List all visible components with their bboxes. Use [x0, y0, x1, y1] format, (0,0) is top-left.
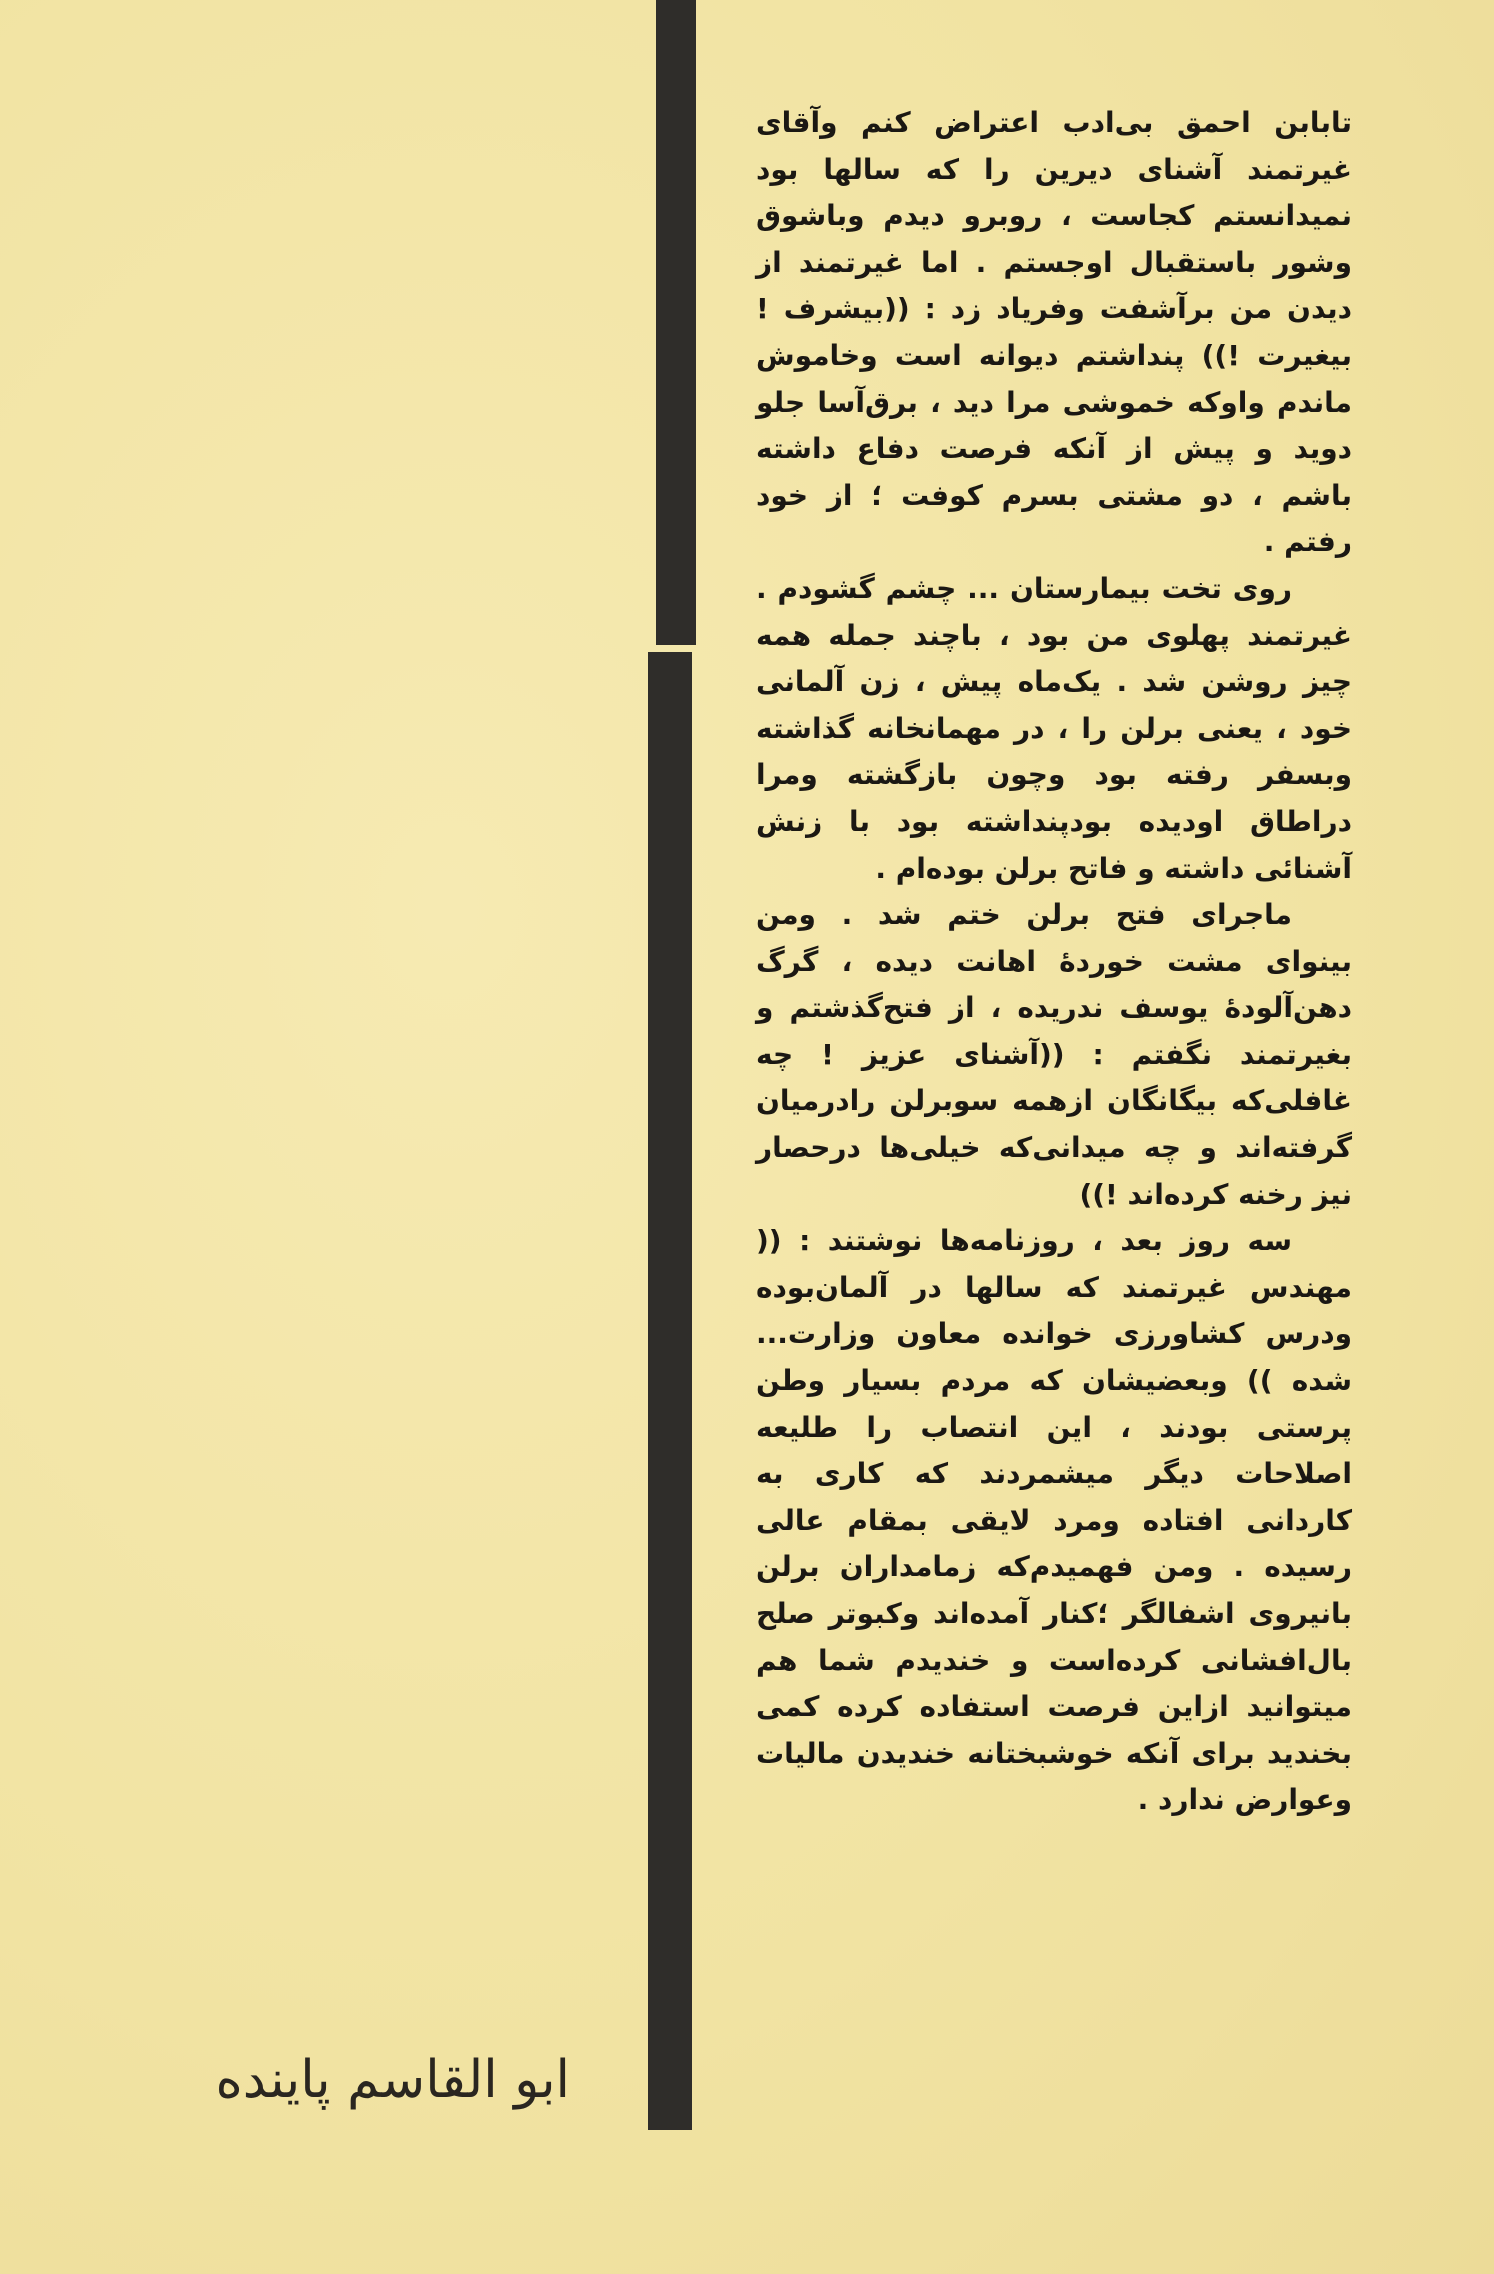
paragraph-2: روی تخت بیمارستان ... چشم گشودم . غیرتمند پهلوی من بود ، باچند جمله همه چیز روشن شد . یک‌ماه پیش ، زن آلمانی خود ، یعنی برلن را ، در مهمانخانه گذاشته وبسفر رفته بود وچون بازگشته ومرا دراطاق اودیده بودپنداشته بود با زنش آشنائی داشته و فاتح برلن بوده‌ام . [756, 571, 1352, 885]
article-body [756, 100, 1352, 1824]
paragraph-1: تابابن احمق بی‌ادب اعتراض کنم وآقای غیرتمند آشنای دیرین را که سالها بود نمیدانستم کجاست ، روبرو دیدم وباشوق وشور باستقبال اوجستم . اما غیرتمند از دیدن من برآشفت وفریاد زد : ((بیشرف ! بیغیرت !)) پنداشتم دیوانه است وخاموش ماندم واوکه خموشی مرا دید ، برق‌آسا جلو دوید و پیش از آنکه فرصت دفاع داشته باشم ، دو مشتی بسرم کوفت ؛ از خود رفتم . [756, 106, 1352, 559]
author-signature: ابو القاسم پاینده [215, 2050, 570, 2110]
paragraph-3: ماجرای فتح برلن ختم شد . ومن بینوای مشت خوردهٔ اهانت دیده ، گرگ دهن‌آلودهٔ یوسف ندریده ، از فتح‌گذشتم و بغیرتمند نگفتم : ((آشنای عزیز ! چه غافلی‌که بیگانگان ازهمه سوبرلن رادرمیان گرفته‌اند و چه میدانی‌که خیلی‌ها درحصار نیز رخنه کرده‌اند !)) [756, 898, 1352, 1211]
vertical-rule-top [656, 0, 696, 645]
paragraph-4: سه روز بعد ، روزنامه‌ها نوشتند : (( مهندس غیرتمند که سالها در آلمان‌بوده ودرس کشاورزی خوانده معاون وزارت... شده )) وبعضیشان که مردم بسیار وطن پرستی بودند ، این انتصاب را طلیعه اصلاحات دیگر میشمردند که کاری به کاردانی افتاده ومرد لایقی بمقام عالی رسیده . ومن فهمیدم‌که زمامداران برلن بانیروی اشفالگر ؛کنار آمده‌اند وکبوتر صلح بال‌افشانی کرده‌است و خندیدم شما هم میتوانید ازاین فرصت استفاده کرده کمی بخندید برای آنکه خوشبختانه خندیدن مالیات وعوارض ندارد . [756, 1224, 1352, 1817]
vertical-rule-bottom [648, 652, 692, 2130]
